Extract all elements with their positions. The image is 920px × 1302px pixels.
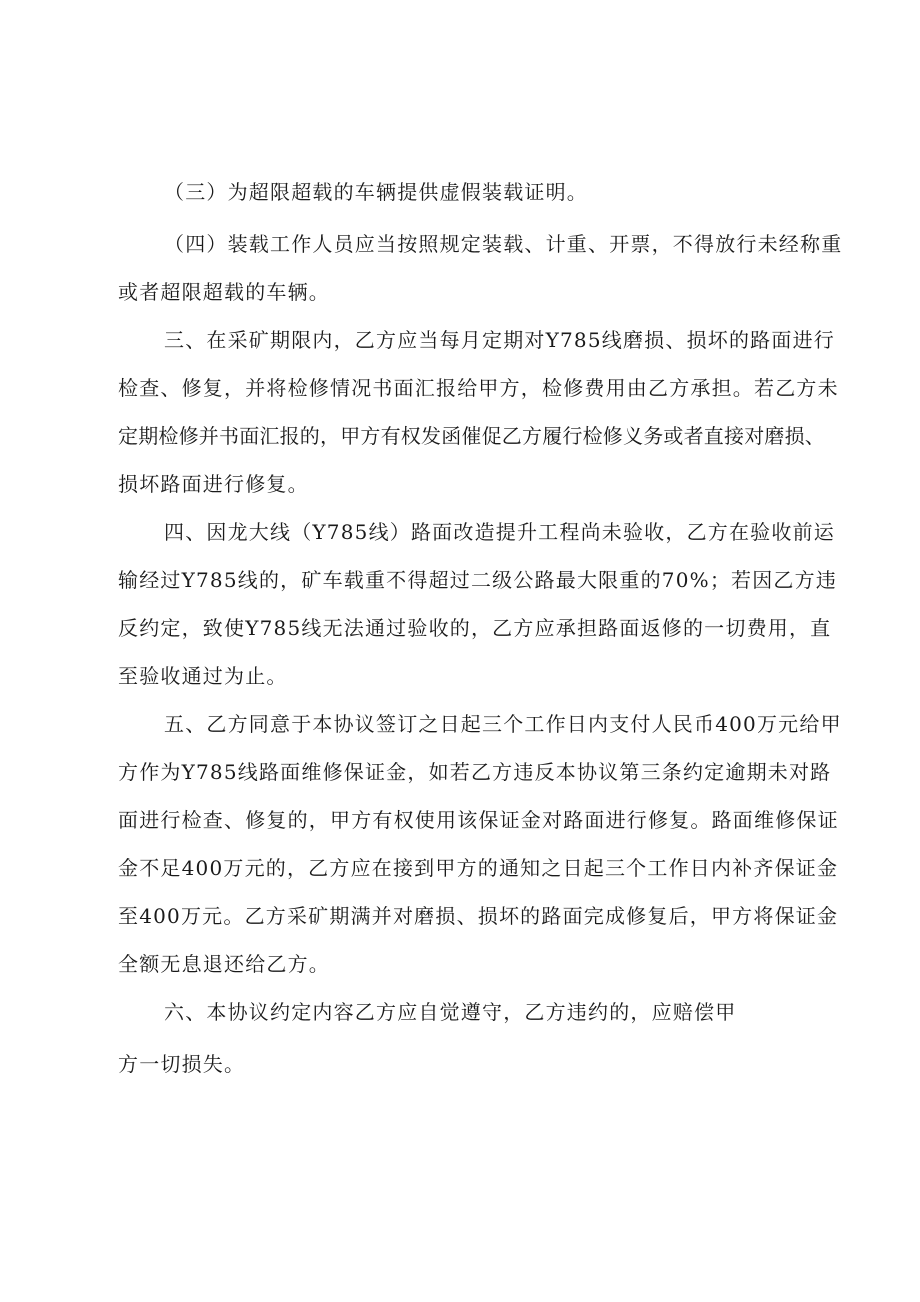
text-line-9: 输经过Y785线的，矿车载重不得超过二级公路最大限重的70%；若因乙方违 [118,568,838,592]
text-line-13: 方作为Y785线路面维修保证金，如若乙方违反本协议第三条约定逾期未对路 [118,760,832,784]
text-line-8: 四、因龙大线（Y785线）路面改造提升工程尚未验收，乙方在验收前运 [164,520,835,544]
text-line-6: 定期检修并书面汇报的，甲方有权发函催促乙方履行检修义务或者直接对磨损、 [118,424,825,448]
text-line-19: 方一切损失。 [118,1052,246,1076]
text-line-17: 全额无息退还给乙方。 [118,952,330,976]
text-line-18: 六、本协议约定内容乙方应自觉遵守，乙方违约的，应赔偿甲 [164,1000,737,1024]
text-line-16: 至400万元。乙方采矿期满并对磨损、损坏的路面完成修复后，甲方将保证金 [118,904,839,928]
text-line-5: 检查、修复，并将检修情况书面汇报给甲方，检修费用由乙方承担。若乙方未 [118,376,839,400]
text-line-1: （三）为超限超载的车辆提供虚假装载证明。 [164,180,588,204]
text-line-2: （四）装载工作人员应当按照规定装载、计重、开票，不得放行未经称重 [164,232,843,256]
text-line-4: 三、在采矿期限内，乙方应当每月定期对Y785线磨损、损坏的路面进行 [164,328,835,352]
text-line-3: 或者超限超载的车辆。 [118,280,330,304]
text-line-11: 至验收通过为止。 [118,664,288,688]
text-line-12: 五、乙方同意于本协议签订之日起三个工作日内支付人民币400万元给甲 [164,712,842,736]
text-line-10: 反约定，致使Y785线无法通过验收的，乙方应承担路面返修的一切费用，直 [118,616,832,640]
text-line-15: 金不足400万元的，乙方应在接到甲方的通知之日起三个工作日内补齐保证金 [118,856,839,880]
text-line-14: 面进行检查、修复的，甲方有权使用该保证金对路面进行修复。路面维修保证 [118,808,839,832]
text-line-7: 损坏路面进行修复。 [118,472,309,496]
